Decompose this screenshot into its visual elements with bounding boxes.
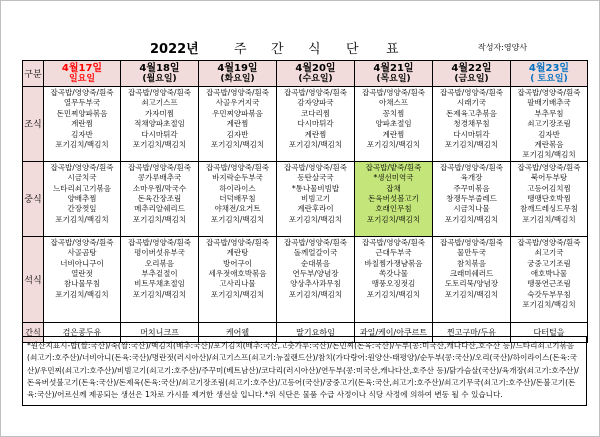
menu-cell [433, 236, 511, 322]
menu-item: 잡곡밥/밭죽/흰죽 [365, 162, 422, 172]
meal-row [23, 87, 588, 162]
title-char: 단 [346, 42, 359, 57]
menu-item: 비빔고기 [301, 194, 330, 204]
day-weekday: (월요일) [142, 73, 177, 84]
menu-item: 쇠고기장조림 [527, 119, 571, 129]
menu-item: 애호박나물 [530, 269, 568, 279]
menu-item: 포기김치/백김치 [55, 214, 109, 224]
menu-item: 김자반 [71, 129, 93, 139]
menu-cell [355, 87, 433, 162]
menu-item: 사골우거지국 [215, 98, 260, 108]
menu-item: 평이버섯유부국 [134, 248, 185, 258]
menu-item: 잡곡밥/영양죽/흰죽 [361, 237, 425, 247]
menu-item: 쏙갓나물 [379, 269, 408, 279]
menu-item: 고등어김치찜 [527, 183, 571, 193]
day-date: 4월19일 [217, 62, 258, 74]
menu-item: 크래미쉐러드 [449, 269, 494, 279]
menu-item: 잡곡밥/영양죽/흰죽 [439, 237, 503, 247]
menu-cell [277, 161, 355, 236]
menu-item: 돈육간장조림 [137, 194, 182, 204]
menu-item: 참나물무침 [63, 279, 101, 289]
menu-item: 시래기국 [457, 98, 486, 108]
menu-item: 아채스프 [379, 98, 408, 108]
menu-cell [121, 236, 199, 322]
menu-item: 잡곡밥/영양죽/흰죽 [127, 162, 191, 172]
menu-item: 꽁치찜 [382, 108, 405, 118]
menu-item: 육개장 [460, 173, 483, 183]
menu-item: 쇠고기국 [534, 248, 564, 258]
menu-item: 잡곡밥/영양죽/흰죽 [517, 237, 581, 247]
menu-item: 주꾸미볶음 [453, 183, 490, 193]
title-char: 주 [234, 42, 247, 57]
day-header [121, 61, 199, 87]
menu-item: 잡곡밥/영양죽/흰죽 [439, 162, 503, 172]
menu-item: 창쟁두부줄레드 [446, 194, 497, 204]
origin-notes: *원산지표시-밥(쌀:국산)/죽(쌀:국산)/백김치(배추:국산)/포기김치(배추:국산,고춧가루:국산)/돈민찌(돈육:국산)/두부(콩:미국산,캐나다산,호주산 등)/느타리쇠고기볶음(쇠고기:호주산)/너비아니(돈육:국산)/명란젓(러시아산)/쇠고기스프(쇠고기:뉴질랜드산)/참치(가다랑어:원양산-태평양)/순두부(콩:국산)/오리(국산)/하이라이스(돈육:국산)/우민찌(쇠고기:호주산)/비빔고기(쇠고기:호주산)/주꾸미(베트남산)/코다리(러시아산)/연두부(콩:미국산,캐나다산,호주산 등)/닭가슴살(국산)/육개장(쇠고기:호주산)/돈육버섯불고기(돈육:국산)/돈제육(돈육:국산)/쇠고기장조림(쇠고기:호주산)/고등어(국산)/궁중고기(돈육:국산,쇠고기:호주산)/쇠고기무국(쇠고기:호주산)/돈불고기(돈육:국산)/어르신께 제공되는 생선은 1차로 가시를 제거한 생선살 입니다.*위 식단은 물품 수급 사정이나 식당 사정에 의하여 변동 될 수 있습니다. [22, 336, 587, 406]
menu-item: 포기김치/백김치 [522, 300, 576, 310]
day-header [433, 61, 511, 87]
menu-item: 잡곡밥/영양죽/흰죽 [361, 88, 425, 97]
menu-item: 잡곡밥/영양죽/흰죽 [439, 88, 503, 97]
menu-item: 시금치국 [67, 173, 97, 183]
menu-cell [199, 236, 277, 322]
title-char: 간 [271, 42, 284, 57]
menu-item: 돌께얼갈이국 [293, 248, 338, 258]
menu-cell [433, 87, 511, 162]
menu-item: *통나물비빔밥 [291, 183, 340, 193]
menu-item: 포기김치/백김치 [444, 140, 499, 150]
menu-item: 잡채 [386, 183, 401, 193]
snack-label: 간식 [23, 322, 44, 342]
meal-body [23, 87, 588, 343]
snack-cell: 케어웰 [199, 322, 277, 342]
menu-item: 다시마튀각 [453, 129, 490, 139]
menu-item: 포기김치/백김치 [210, 214, 265, 224]
day-header [355, 61, 433, 87]
menu-item: 계란후라이 [297, 204, 334, 214]
meal-row [23, 236, 588, 322]
menu-item: 야채전/요거트 [214, 204, 261, 214]
menu-item: 바지락순두부국 [212, 173, 263, 183]
menu-cell [199, 161, 277, 236]
menu-item: 우민찌양파볶음 [212, 108, 263, 118]
menu-item: 계란탕 [226, 248, 249, 258]
menu-cell [44, 87, 121, 162]
menu-item: 포기김치/백김치 [288, 140, 343, 150]
menu-cell [511, 161, 588, 236]
menu-item: 더덕배무침 [219, 194, 256, 204]
menu-item: 메추리알쉐리드 [134, 204, 185, 214]
menu-item: 잡곡밥/영양죽/흰죽 [50, 88, 114, 97]
menu-item: 사골곰탕 [67, 248, 97, 258]
day-date: 4월20일 [295, 62, 336, 74]
menu-item: 돈육버섯볼고기 [368, 194, 419, 204]
day-weekday: (목요일) [376, 73, 411, 84]
menu-item: 포기김치/백김치 [522, 150, 576, 160]
menu-item: 돈제육고추볶음 [446, 108, 497, 118]
menu-item: 포기김치/백김치 [288, 289, 343, 299]
day-weekday: (화요일) [220, 73, 255, 84]
day-weekday: (수요일) [298, 73, 333, 84]
snack-cell: 과일/케이/아쿠르트 [355, 322, 433, 342]
day-weekday: 일요일 [68, 73, 96, 84]
menu-item: 포기김치/백김치 [444, 214, 499, 224]
menu-item: 계란찜 [226, 119, 249, 129]
menu-cell [511, 87, 588, 162]
menu-item: 포기김치/백김치 [522, 214, 576, 224]
day-header [511, 61, 588, 87]
menu-cell [277, 236, 355, 322]
menu-cell [121, 87, 199, 162]
menu-item: 김자반 [538, 129, 560, 139]
menu-item: 돈민찌양파볶음 [56, 108, 108, 118]
menu-item: 잡곡밥/영양죽/흰죽 [517, 162, 581, 172]
day-header [277, 61, 355, 87]
day-weekday: ( 토요일) [530, 73, 568, 84]
menu-item: 바칠찜가쟁냠볶음 [364, 258, 423, 268]
menu-item: 잡곡밥/영양죽/흰죽 [283, 162, 347, 172]
snack-cell: 머치니크프 [121, 322, 199, 342]
menu-item: 콩가루배추국 [137, 173, 182, 183]
menu-item: 호래인무침 [375, 204, 412, 214]
menu-item: 고사리나물 [219, 279, 256, 289]
menu-cell [44, 236, 121, 322]
day-weekday: (금요일) [454, 73, 489, 84]
day-date: 4월23일 [528, 62, 570, 74]
meal-row [23, 161, 588, 236]
menu-item: 포기김치/백김치 [444, 289, 499, 299]
snack-cell: 검은콩두유 [44, 322, 121, 342]
menu-item: 땡풍연근조림 [527, 279, 571, 289]
menu-item: 잡곡밥/영양죽/흰죽 [50, 162, 114, 172]
menu-cell [44, 161, 121, 236]
menu-item: 다시마튀각 [141, 129, 178, 139]
menu-item: 계란찜 [71, 119, 93, 129]
title-char: 표 [386, 42, 399, 57]
meal-label: 조식 [23, 87, 44, 162]
menu-cell [433, 161, 511, 236]
menu-item: 땡풍오징젓김 [371, 279, 416, 289]
menu-item: 팔배기배추국 [527, 98, 571, 108]
menu-item: 양배추찜 [67, 194, 97, 204]
menu-item: 잡곡밥/영양죽/흰죽 [283, 237, 347, 247]
menu-item: 간장껏잎 [67, 204, 97, 214]
menu-item: 동탄살국국 [297, 173, 334, 183]
menu-item: 적채양파초절임 [134, 119, 185, 129]
menu-item: 방어구이 [223, 258, 252, 268]
day-date: 4월18일 [139, 62, 180, 74]
menu-item: 부추겉절이 [141, 269, 178, 279]
menu-item: 부추무침 [534, 108, 564, 118]
menu-item: 잡곡밥/영양죽/흰죽 [205, 88, 269, 97]
menu-item: *생선미역국 [373, 173, 414, 183]
menu-item: 포기김치/백김치 [132, 289, 187, 299]
menu-item: 참깨드레싱드무침 [520, 204, 578, 214]
day-date: 4월22일 [451, 62, 492, 74]
menu-item: 소마우찜/막국수 [132, 183, 187, 193]
menu-item: 가자미찜 [145, 108, 174, 118]
menu-cell [199, 87, 277, 162]
menu-item: 열란젓 [71, 269, 93, 279]
menu-item: 계란볶음 [534, 140, 564, 150]
menu-item: 쇠고기스프 [141, 98, 178, 108]
menu-item: 포기김치/백김치 [210, 140, 265, 150]
menu-item: 양상추사과무침 [290, 279, 341, 289]
menu-item: 계란찜 [304, 129, 327, 139]
snack-cell: 딸기요하임 [277, 322, 355, 342]
menu-item: 포기김치/백김치 [132, 140, 187, 150]
menu-item: 물만두국 [457, 248, 486, 258]
menu-cell [355, 236, 433, 322]
day-header [44, 61, 121, 87]
snack-cell: 다터털을 [511, 322, 588, 342]
menu-item: 참치볶음 [457, 258, 486, 268]
menu-item: 잡곡밥/영양죽/흰죽 [127, 88, 191, 97]
weekly-menu-table [22, 60, 588, 343]
menu-item: 포기김치/백김치 [132, 214, 187, 224]
menu-item: 세우젓애호박볶음 [208, 269, 267, 279]
meal-label: 중식 [23, 161, 44, 236]
menu-item: 숙갓두부무침 [527, 289, 571, 299]
menu-item: 연두부/양념장 [292, 269, 339, 279]
menu-item: 다시마튀각 [297, 119, 334, 129]
menu-item: 포기김치/백김치 [288, 214, 343, 224]
menu-item: 계란찜 [382, 129, 405, 139]
menu-item: 하이라이스 [219, 183, 256, 193]
menu-item: 잡곡밥/영양죽/흰죽 [127, 237, 191, 247]
snack-cell: 찐고구마/두유 [433, 322, 511, 342]
day-header [199, 61, 277, 87]
title-row [0, 38, 600, 56]
day-date: 4월21일 [373, 62, 414, 74]
menu-item: 잡곡밥/영양죽/흰죽 [205, 237, 269, 247]
menu-item: 잡곡밥/영양죽/흰죽 [205, 162, 269, 172]
menu-item: 포기김치/백김치 [55, 140, 109, 150]
menu-item: 시금치나물 [453, 204, 490, 214]
menu-item: 도토리묵/양념장 [444, 279, 499, 289]
menu-item: 잡곡밥/영양죽/흰죽 [50, 237, 114, 247]
menu-item: 잡곡밥/영양죽/흰죽 [517, 88, 581, 97]
title-char: 식 [308, 42, 321, 57]
menu-cell [277, 87, 355, 162]
menu-item: 비트무채초절임 [134, 279, 185, 289]
menu-item: 순대볶음 [301, 258, 330, 268]
menu-item: 느타리쇠고기볶음 [53, 183, 111, 193]
menu-item: 청경채무침 [453, 119, 490, 129]
day-header-row [23, 61, 588, 87]
meal-label: 석식 [23, 236, 44, 322]
menu-item: 포기김치/백김치 [55, 289, 109, 299]
menu-item: 코다리찜 [301, 108, 330, 118]
menu-item: 잡곡밥/영양죽/흰죽 [283, 88, 347, 97]
author-label: 작성자:영양사 [478, 43, 528, 52]
menu-cell [121, 161, 199, 236]
menu-item: 포기김치/백김치 [366, 289, 421, 299]
gubun-header: 구분 [23, 61, 44, 87]
menu-item: 열무두부국 [63, 98, 101, 108]
menu-item: 너비아니구이 [60, 258, 104, 268]
menu-cell [511, 236, 588, 322]
menu-item: 궁중고기조림 [527, 258, 571, 268]
menu-item: 감자양파국 [297, 98, 334, 108]
day-date: 4월17일 [61, 62, 103, 74]
menu-item: 양파초절임 [375, 119, 412, 129]
menu-item: 김자반 [226, 129, 249, 139]
menu-item: 포기김치/백김치 [210, 289, 265, 299]
menu-item: 포기김치/백김치 [366, 214, 421, 224]
menu-item: 오리볶음 [145, 258, 174, 268]
menu-cell [355, 161, 433, 236]
menu-item: 땡땡단호박찜 [527, 194, 571, 204]
year-label: 2022년 [150, 42, 199, 57]
menu-item: 북어두부탕 [530, 173, 568, 183]
menu-item: 근대두부국 [375, 248, 412, 258]
menu-item: 포기김치/백김치 [366, 140, 421, 150]
